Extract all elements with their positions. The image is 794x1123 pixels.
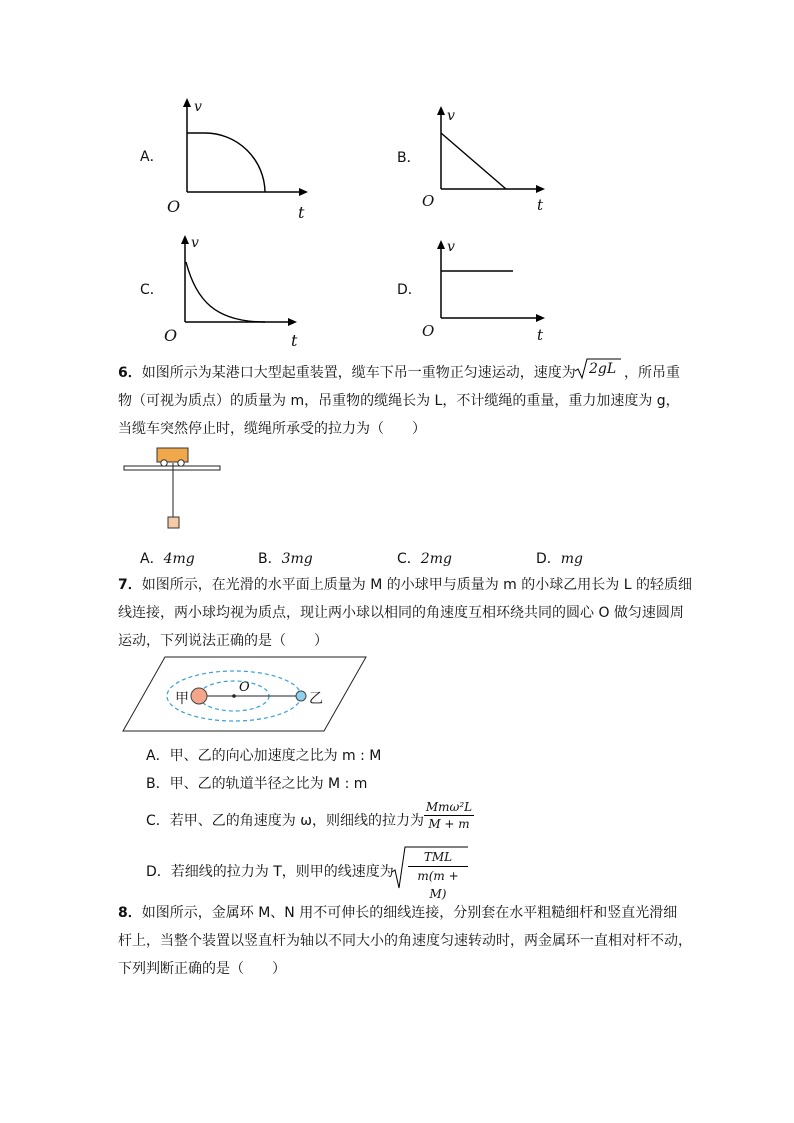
fraction-denominator: M + m (428, 817, 470, 831)
q6-choice-a[interactable]: A．4mg (140, 551, 195, 567)
option-a-label: A． (140, 149, 164, 165)
graph-a-t-label: t (298, 203, 305, 222)
option-b-label: B． (397, 150, 421, 166)
graph-a-origin: O (167, 197, 181, 216)
center-o-label: O (239, 680, 250, 695)
q7-line-3: 运动，下列说法正确的是（ ） (118, 633, 328, 649)
q7-option-a[interactable]: A．甲、乙的向心加速度之比为 m : M (146, 748, 382, 764)
q6-line1-b: ，所吊重 (624, 365, 680, 381)
q6-number: 6． (118, 365, 142, 381)
q6-line-3: 当缆车突然停止时，缆绳所承受的拉力为（ ） (118, 421, 426, 437)
q7-line-2: 线连接，两小球均视为质点，现让两小球以相同的角速度互相环绕共同的圆心 O 做匀速圆周 (118, 605, 684, 621)
q6-choice-d[interactable]: D．mg (536, 551, 584, 567)
q7-option-d-fraction (408, 849, 468, 903)
q8-line-1 (118, 902, 677, 922)
graph-c-v-label: v (191, 235, 199, 251)
graph-d-v-label: v (447, 239, 455, 255)
graph-d-t-label: t (537, 326, 544, 344)
fraction-numerator: Mmω²L (425, 800, 473, 814)
graph-c-t-label: t (291, 331, 298, 350)
q8-line-2: 杆上，当整个装置以竖直杆为轴以不同大小的角速度匀速转动时，两金属环一直相对杆不动， (118, 933, 692, 949)
graph-b-v-label: v (447, 108, 455, 124)
q8-number: 8． (118, 905, 142, 921)
option-d-label: D． (397, 282, 422, 298)
q7-option-c-text: C．若甲、乙的角速度为 ω，则细线的拉力为 (146, 813, 424, 829)
graph-d-origin: O (422, 322, 435, 340)
q7-option-d-text: D．若细线的拉力为 T，则甲的线速度为 (146, 864, 394, 880)
q6-line-2: 物（可视为质点）的质量为 m，吊重物的缆绳长为 L，不计缆绳的重量，重力加速度为 g， (118, 393, 680, 409)
q6-choice-c[interactable]: C．2mg (397, 551, 452, 567)
center-point (232, 694, 236, 698)
ball-yi (296, 691, 306, 701)
fraction-denominator: m(m + M) (417, 869, 459, 901)
q8-line1-text: 如图所示，金属环 M、N 用不可伸长的细线连接，分别套在水平粗糙细杆和竖直光滑细 (141, 905, 678, 921)
fraction-numerator: TML (408, 849, 468, 867)
option-c-label: C． (140, 282, 164, 298)
q6-choice-b[interactable]: B．3mg (258, 551, 313, 567)
q7-option-c-fraction (424, 800, 474, 832)
q6-line1-a: 如图所示为某港口大型起重装置，缆车下吊一重物正匀速运动，速度为 (141, 365, 576, 381)
q8-line-3: 下列判断正确的是（ ） (118, 961, 286, 977)
ball-jia (191, 688, 207, 704)
q7-option-b[interactable]: B．甲、乙的轨道半径之比为 M : m (146, 776, 368, 792)
ball-jia-label: 甲 (175, 691, 189, 707)
graph-b-origin: O (422, 192, 435, 210)
q6-speed-radicand: 2gL (589, 361, 617, 377)
q7-line1-text: 如图所示，在光滑的水平面上质量为 M 的小球甲与质量为 m 的小球乙用长为 L 的轻质细 (141, 577, 692, 593)
ball-yi-label: 乙 (309, 691, 323, 707)
graph-c-origin: O (164, 326, 178, 345)
graph-b-t-label: t (537, 196, 544, 214)
q7-number: 7． (118, 577, 142, 593)
graph-a-v-label: v (194, 99, 202, 115)
